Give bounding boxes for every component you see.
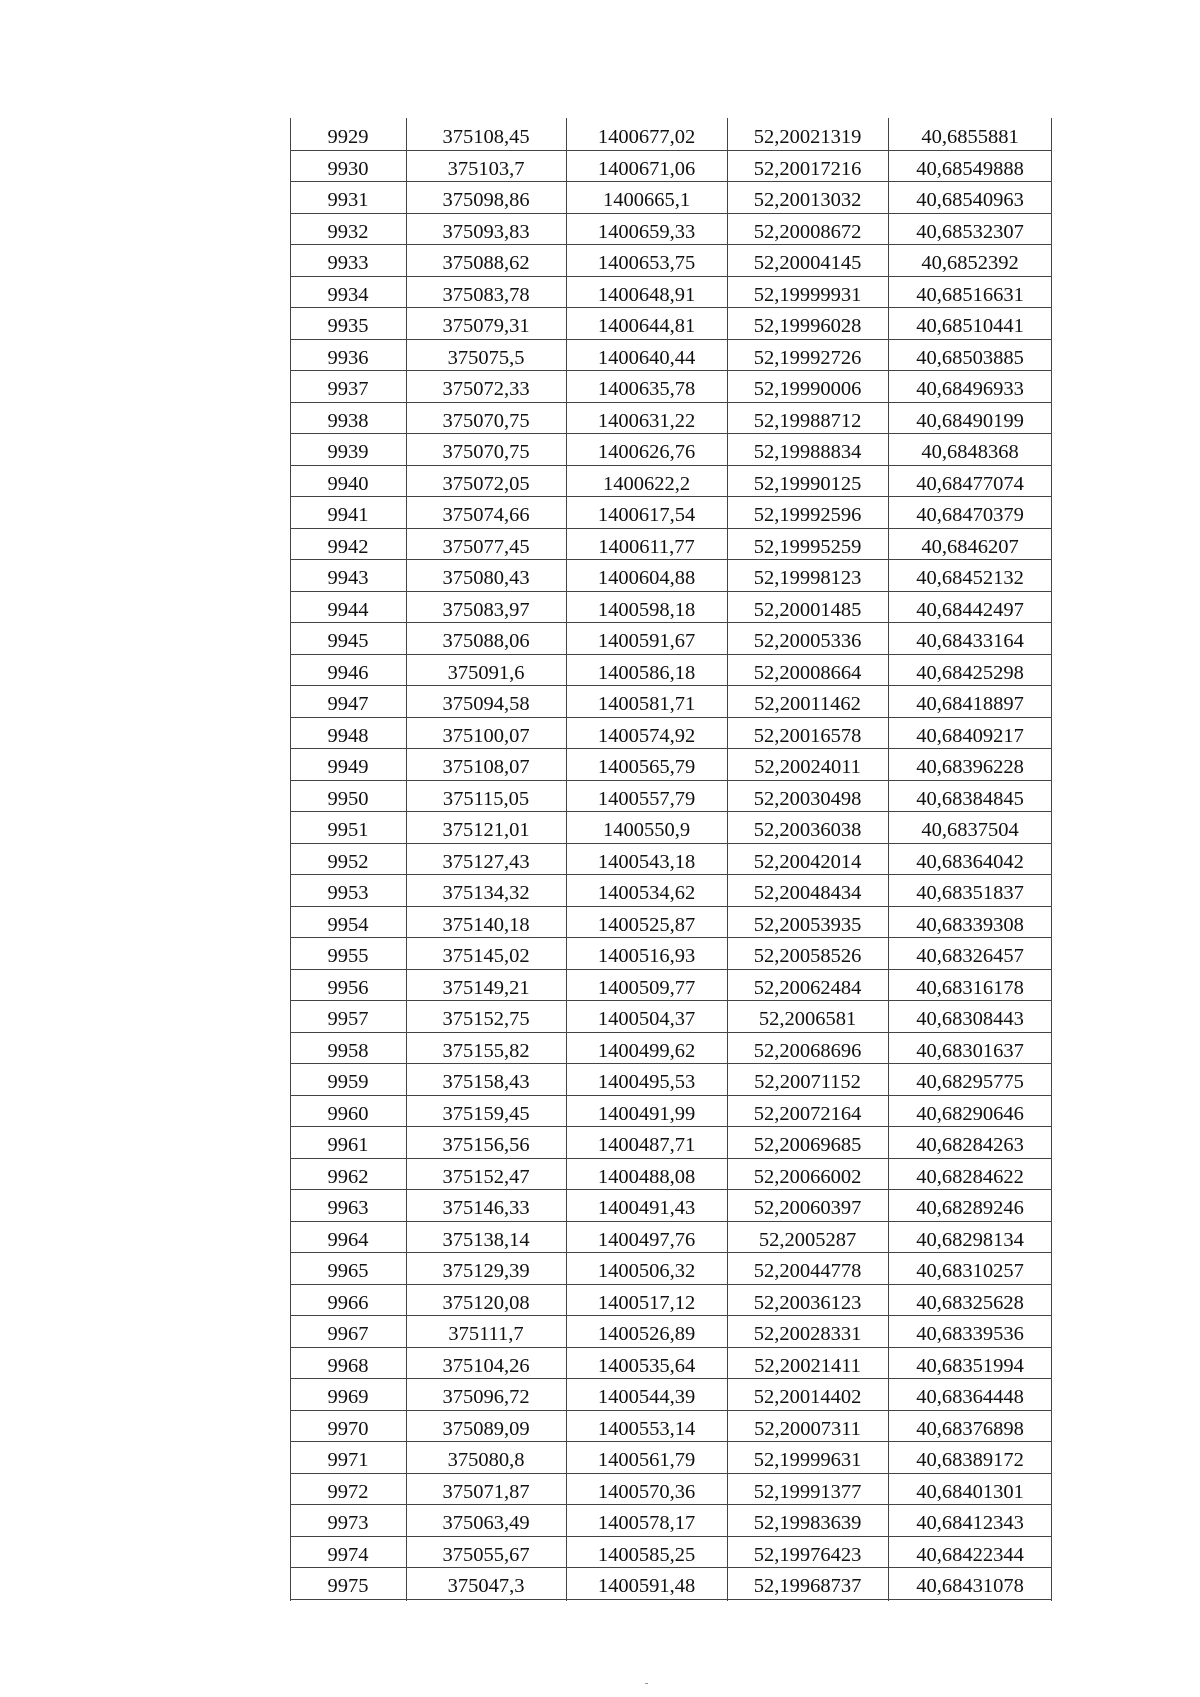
point-number-cell: 9930 [327,157,369,180]
point-number-cell: 9934 [327,283,369,306]
table-row [290,1189,1052,1222]
latitude-cell: 52,20072164 [753,1102,862,1125]
x-coordinate-cell: 375080,43 [442,567,530,589]
y-coordinate-cell: 1400611,77 [598,535,695,558]
latitude-cell: 52,20069685 [753,1134,862,1156]
latitude-cell: 52,20062484 [753,976,862,999]
longitude-cell: 40,68316178 [916,976,1024,999]
y-coordinate-cell: 1400491,43 [597,1197,696,1219]
latitude-cell: 52,20071152 [754,1071,861,1093]
latitude-cell: 52,20028331 [753,1323,862,1345]
scan-mark [645,1683,648,1684]
y-coordinate-cell: 1400653,75 [597,252,696,274]
latitude-cell: 52,20024011 [754,756,861,778]
longitude-cell: 40,68549888 [916,157,1024,180]
y-coordinate-cell: 1400497,76 [597,1228,696,1251]
latitude-cell: 52,19988834 [753,441,862,463]
x-coordinate-cell: 375152,75 [442,1008,530,1030]
longitude-cell: 40,68510441 [916,315,1024,337]
point-number-cell: 9947 [327,693,369,715]
longitude-cell: 40,68470379 [916,504,1024,526]
y-coordinate-cell: 1400504,37 [597,1008,696,1030]
table-row [290,1441,1052,1474]
table-row [290,591,1052,624]
longitude-cell: 40,6837504 [921,819,1019,841]
longitude-cell: 40,68452132 [916,567,1024,589]
table-row [290,118,1052,151]
point-number-cell: 9964 [327,1228,369,1251]
longitude-cell: 40,68290646 [916,1102,1024,1125]
longitude-cell: 40,68301637 [916,1039,1024,1062]
y-coordinate-cell: 1400631,22 [597,409,696,432]
x-coordinate-cell: 375089,09 [442,1417,530,1440]
y-coordinate-cell: 1400585,25 [597,1543,696,1566]
x-coordinate-cell: 375120,08 [442,1291,530,1314]
x-coordinate-cell: 375149,21 [442,976,530,999]
y-coordinate-cell: 1400509,77 [597,976,696,999]
longitude-cell: 40,68298134 [916,1228,1024,1251]
y-coordinate-cell: 1400648,91 [597,283,696,306]
point-number-cell: 9971 [327,1449,369,1471]
latitude-cell: 52,20030498 [753,787,862,810]
longitude-cell: 40,68284622 [916,1165,1024,1188]
point-number-cell: 9941 [327,504,369,526]
x-coordinate-cell: 375152,47 [442,1165,530,1188]
x-coordinate-cell: 375075,5 [447,346,525,369]
x-coordinate-cell: 375145,02 [442,945,530,967]
point-number-cell: 9951 [327,819,369,841]
table-row [290,748,1052,781]
longitude-cell: 40,68364042 [916,850,1024,873]
table-row [290,181,1052,214]
longitude-cell: 40,6852392 [921,252,1019,274]
point-number-cell: 9935 [327,315,369,337]
x-coordinate-cell: 375063,49 [442,1512,530,1534]
longitude-cell: 40,68339536 [916,1323,1024,1345]
point-number-cell: 9960 [327,1102,369,1125]
latitude-cell: 52,19992726 [753,346,862,369]
x-coordinate-cell: 375159,45 [442,1102,530,1125]
latitude-cell: 52,20058526 [753,945,862,967]
point-number-cell: 9953 [327,882,369,904]
point-number-cell: 9948 [327,724,369,747]
table-row [290,1252,1052,1285]
x-coordinate-cell: 375088,62 [442,252,530,274]
latitude-cell: 52,20021319 [753,126,862,148]
longitude-cell: 40,68351837 [916,882,1024,904]
longitude-cell: 40,68503885 [916,346,1024,369]
table-row [290,1315,1052,1348]
table-row [290,717,1052,750]
longitude-cell: 40,68351994 [916,1354,1024,1377]
longitude-cell: 40,68376898 [916,1417,1024,1440]
point-number-cell: 9957 [327,1008,369,1030]
longitude-cell: 40,68532307 [916,220,1024,243]
point-number-cell: 9950 [327,787,369,810]
table-row [290,276,1052,309]
longitude-cell: 40,68433164 [916,630,1024,652]
x-coordinate-cell: 375121,01 [442,819,530,841]
latitude-cell: 52,20001485 [753,598,862,621]
longitude-cell: 40,68412343 [916,1512,1024,1534]
x-coordinate-cell: 375138,14 [442,1228,530,1251]
point-number-cell: 9946 [327,661,369,684]
latitude-cell: 52,19988712 [753,409,862,432]
point-number-cell: 9942 [327,535,369,558]
latitude-cell: 52,20021411 [754,1354,861,1377]
x-coordinate-cell: 375094,58 [442,693,530,715]
point-number-cell: 9962 [327,1165,369,1188]
latitude-cell: 52,19998123 [753,567,862,589]
longitude-cell: 40,68289246 [916,1197,1024,1219]
x-coordinate-cell: 375127,43 [442,850,530,873]
y-coordinate-cell: 1400570,36 [597,1480,696,1503]
x-coordinate-cell: 375108,07 [442,756,530,778]
point-number-cell: 9933 [327,252,369,274]
table-row [290,1473,1052,1506]
point-number-cell: 9970 [327,1417,369,1440]
x-coordinate-cell: 375140,18 [442,913,530,936]
x-coordinate-cell: 375115,05 [442,787,530,810]
table-row [290,213,1052,246]
longitude-cell: 40,68425298 [916,661,1024,684]
table-row [290,937,1052,970]
table-row [290,1032,1052,1065]
y-coordinate-cell: 1400586,18 [597,661,696,684]
x-coordinate-cell: 375098,86 [442,189,530,211]
longitude-cell: 40,68308443 [916,1008,1024,1030]
y-coordinate-cell: 1400640,44 [597,346,696,369]
latitude-cell: 52,20004145 [753,252,862,274]
longitude-cell: 40,68422344 [916,1543,1024,1566]
y-coordinate-cell: 1400581,71 [597,693,696,715]
y-coordinate-cell: 1400591,67 [597,630,696,652]
y-coordinate-cell: 1400665,1 [602,189,691,211]
longitude-cell: 40,68364448 [916,1386,1024,1408]
latitude-cell: 52,20044778 [753,1260,862,1282]
point-number-cell: 9959 [327,1071,369,1093]
x-coordinate-cell: 375155,82 [442,1039,530,1062]
latitude-cell: 52,20066002 [753,1165,862,1188]
table-row [290,874,1052,907]
x-coordinate-cell: 375134,32 [442,882,530,904]
point-number-cell: 9973 [327,1512,369,1534]
x-coordinate-cell: 375111,7 [448,1323,524,1345]
y-coordinate-cell: 1400617,54 [597,504,696,526]
latitude-cell: 52,20008672 [753,220,862,243]
latitude-cell: 52,19996028 [753,315,862,337]
latitude-cell: 52,20005336 [753,630,862,652]
y-coordinate-cell: 1400598,18 [597,598,696,621]
point-number-cell: 9936 [327,346,369,369]
point-number-cell: 9940 [327,472,369,495]
table-row [290,433,1052,466]
x-coordinate-cell: 375071,87 [442,1480,530,1503]
y-coordinate-cell: 1400487,71 [597,1134,696,1156]
y-coordinate-cell: 1400491,99 [597,1102,696,1125]
y-coordinate-cell: 1400526,89 [597,1323,696,1345]
table-row [290,465,1052,498]
longitude-cell: 40,6855881 [921,126,1019,148]
table-row [290,244,1052,277]
point-number-cell: 9932 [327,220,369,243]
table-row [290,906,1052,939]
x-coordinate-cell: 375088,06 [442,630,530,652]
latitude-cell: 52,20016578 [753,724,862,747]
y-coordinate-cell: 1400516,93 [597,945,696,967]
point-number-cell: 9945 [327,630,369,652]
y-coordinate-cell: 1400499,62 [597,1039,696,1062]
longitude-cell: 40,68325628 [916,1291,1024,1314]
latitude-cell: 52,19999631 [753,1449,862,1471]
table-row [290,811,1052,844]
latitude-cell: 52,20014402 [753,1386,862,1408]
y-coordinate-cell: 1400561,79 [597,1449,696,1471]
point-number-cell: 9943 [327,567,369,589]
y-coordinate-cell: 1400626,76 [597,441,696,463]
coordinate-table [290,118,1052,1601]
latitude-cell: 52,19968737 [753,1575,862,1597]
y-coordinate-cell: 1400574,92 [597,724,696,747]
longitude-cell: 40,68284263 [916,1134,1024,1156]
point-number-cell: 9944 [327,598,369,621]
x-coordinate-cell: 375096,72 [442,1386,530,1408]
latitude-cell: 52,19991377 [753,1480,862,1503]
x-coordinate-cell: 375070,75 [442,441,530,463]
longitude-cell: 40,68310257 [916,1260,1024,1282]
latitude-cell: 52,20053935 [753,913,862,936]
point-number-cell: 9972 [327,1480,369,1503]
latitude-cell: 52,20007311 [754,1417,861,1440]
longitude-cell: 40,68389172 [916,1449,1024,1471]
y-coordinate-cell: 1400622,2 [602,472,691,495]
longitude-cell: 40,68442497 [916,598,1024,621]
table-row [290,843,1052,876]
longitude-cell: 40,68516631 [916,283,1024,306]
table-row [290,1095,1052,1128]
longitude-cell: 40,68401301 [916,1480,1024,1503]
longitude-cell: 40,68339308 [916,913,1024,936]
x-coordinate-cell: 375093,83 [442,220,530,243]
x-coordinate-cell: 375156,56 [442,1134,530,1156]
table-row [290,1504,1052,1537]
y-coordinate-cell: 1400495,53 [597,1071,696,1093]
y-coordinate-cell: 1400544,39 [597,1386,696,1408]
latitude-cell: 52,20011462 [754,693,861,715]
table-row [290,370,1052,403]
latitude-cell: 52,19976423 [753,1543,862,1566]
table-row [290,1536,1052,1569]
point-number-cell: 9961 [327,1134,369,1156]
x-coordinate-cell: 375070,75 [442,409,530,432]
longitude-cell: 40,68409217 [916,724,1024,747]
longitude-cell: 40,68496933 [916,378,1024,400]
table-row [290,1378,1052,1411]
longitude-cell: 40,68418897 [916,693,1024,715]
table-row [290,402,1052,435]
table-row [290,1567,1052,1600]
point-number-cell: 9975 [327,1575,369,1597]
table-row [290,969,1052,1002]
x-coordinate-cell: 375079,31 [442,315,530,337]
x-coordinate-cell: 375083,78 [442,283,530,306]
x-coordinate-cell: 375158,43 [442,1071,530,1093]
y-coordinate-cell: 1400534,62 [597,882,696,904]
latitude-cell: 52,19983639 [753,1512,862,1534]
point-number-cell: 9969 [327,1386,369,1408]
table-row [290,559,1052,592]
longitude-cell: 40,6846207 [921,535,1019,558]
x-coordinate-cell: 375047,3 [447,1575,525,1597]
point-number-cell: 9939 [327,441,369,463]
y-coordinate-cell: 1400517,12 [597,1291,696,1314]
longitude-cell: 40,6848368 [921,441,1019,463]
point-number-cell: 9937 [327,378,369,400]
table-row [290,1284,1052,1317]
table-row [290,528,1052,561]
y-coordinate-cell: 1400671,06 [597,157,696,180]
latitude-cell: 52,20036123 [753,1291,862,1314]
latitude-cell: 52,2006581 [758,1008,857,1030]
y-coordinate-cell: 1400644,81 [597,315,696,337]
point-number-cell: 9952 [327,850,369,873]
x-coordinate-cell: 375077,45 [442,535,530,558]
latitude-cell: 52,20068696 [753,1039,862,1062]
latitude-cell: 52,19990125 [753,472,862,495]
y-coordinate-cell: 1400525,87 [597,913,696,936]
latitude-cell: 52,20008664 [753,661,862,684]
y-coordinate-cell: 1400488,08 [597,1165,696,1188]
y-coordinate-cell: 1400565,79 [597,756,696,778]
latitude-cell: 52,20017216 [753,157,862,180]
longitude-cell: 40,68431078 [916,1575,1024,1597]
y-coordinate-cell: 1400535,64 [597,1354,696,1377]
latitude-cell: 52,20042014 [753,850,862,873]
point-number-cell: 9954 [327,913,369,936]
y-coordinate-cell: 1400604,88 [597,567,696,589]
point-number-cell: 9958 [327,1039,369,1062]
x-coordinate-cell: 375074,66 [442,504,530,526]
latitude-cell: 52,19995259 [753,535,862,558]
table-row [290,780,1052,813]
y-coordinate-cell: 1400591,48 [597,1575,696,1597]
latitude-cell: 52,19992596 [753,504,862,526]
y-coordinate-cell: 1400659,33 [597,220,696,243]
y-coordinate-cell: 1400506,32 [597,1260,696,1282]
latitude-cell: 52,19999931 [753,283,862,306]
point-number-cell: 9966 [327,1291,369,1314]
table-row [290,1126,1052,1159]
x-coordinate-cell: 375104,26 [442,1354,530,1377]
latitude-cell: 52,19990006 [753,378,862,400]
point-number-cell: 9949 [327,756,369,778]
y-coordinate-cell: 1400557,79 [597,787,696,810]
table-row [290,339,1052,372]
point-number-cell: 9963 [327,1197,369,1219]
table-row [290,1000,1052,1033]
longitude-cell: 40,68477074 [916,472,1024,495]
longitude-cell: 40,68295775 [916,1071,1024,1093]
x-coordinate-cell: 375080,8 [447,1449,525,1471]
point-number-cell: 9967 [327,1323,369,1345]
point-number-cell: 9956 [327,976,369,999]
x-coordinate-cell: 375103,7 [447,157,525,180]
table-row [290,654,1052,687]
x-coordinate-cell: 375108,45 [442,126,530,148]
point-number-cell: 9931 [327,189,369,211]
table-row [290,1158,1052,1191]
table-row [290,496,1052,529]
latitude-cell: 52,20048434 [753,882,862,904]
point-number-cell: 9965 [327,1260,369,1282]
x-coordinate-cell: 375072,33 [442,378,530,400]
latitude-cell: 52,20060397 [753,1197,862,1219]
point-number-cell: 9968 [327,1354,369,1377]
longitude-cell: 40,68326457 [916,945,1024,967]
table-row [290,307,1052,340]
longitude-cell: 40,68490199 [916,409,1024,432]
latitude-cell: 52,20013032 [753,189,862,211]
table-row [290,685,1052,718]
table-row [290,1221,1052,1254]
table-row [290,150,1052,183]
x-coordinate-cell: 375083,97 [442,598,530,621]
x-coordinate-cell: 375055,67 [442,1543,530,1566]
table-row [290,1347,1052,1380]
y-coordinate-cell: 1400578,17 [597,1512,696,1534]
y-coordinate-cell: 1400635,78 [597,378,696,400]
x-coordinate-cell: 375129,39 [442,1260,530,1282]
longitude-cell: 40,68396228 [916,756,1024,778]
y-coordinate-cell: 1400550,9 [602,819,691,841]
latitude-cell: 52,20036038 [753,819,862,841]
x-coordinate-cell: 375091,6 [447,661,525,684]
table-row [290,622,1052,655]
table-row [290,1410,1052,1443]
y-coordinate-cell: 1400553,14 [597,1417,696,1440]
table-row [290,1063,1052,1096]
latitude-cell: 52,2005287 [758,1228,857,1251]
longitude-cell: 40,68540963 [916,189,1024,211]
y-coordinate-cell: 1400677,02 [597,126,696,148]
point-number-cell: 9974 [327,1543,369,1566]
x-coordinate-cell: 375146,33 [442,1197,530,1219]
x-coordinate-cell: 375100,07 [442,724,530,747]
point-number-cell: 9929 [327,126,369,148]
point-number-cell: 9955 [327,945,369,967]
x-coordinate-cell: 375072,05 [442,472,530,495]
longitude-cell: 40,68384845 [916,787,1024,810]
point-number-cell: 9938 [327,409,369,432]
y-coordinate-cell: 1400543,18 [597,850,696,873]
